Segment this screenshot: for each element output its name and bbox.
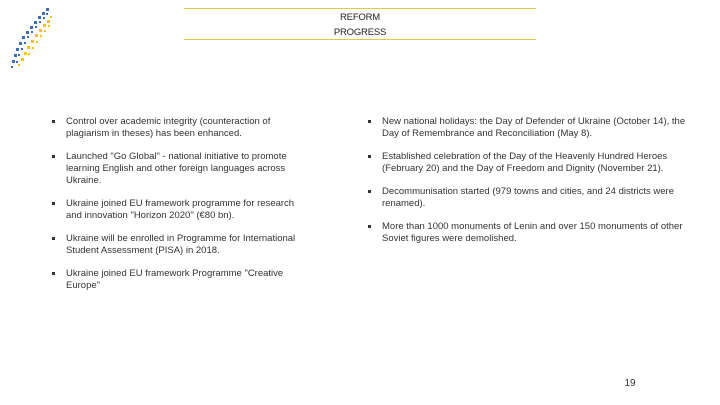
list-item <box>368 151 690 175</box>
list-item <box>368 221 690 245</box>
list-item <box>368 186 690 210</box>
list-item <box>52 116 312 140</box>
logo-icon <box>6 4 54 76</box>
bullet-icon <box>52 202 55 205</box>
bullet-icon <box>368 120 371 123</box>
list-item-text: Control over academic integrity (counteraction of plagiarism in theses) has been enhanced. <box>66 116 271 139</box>
list-item-text: New national holidays: the Day of Defender of Ukraine (October 14), the Day of Remembrance and Reconciliation (May 8). <box>382 116 686 139</box>
bullet-icon <box>368 155 371 158</box>
bullet-icon <box>368 190 371 193</box>
list-item-text: More than 1000 monuments of Lenin and over 150 monuments of other Soviet figures were demolished. <box>382 221 683 244</box>
list-item-text: Ukraine will be enrolled in Programme for International Student Assessment (PISA) in 2018. <box>66 233 296 256</box>
bullet-icon <box>52 272 55 275</box>
list-item <box>52 233 312 257</box>
bullet-icon <box>52 120 55 123</box>
list-item <box>52 151 312 187</box>
title-line-1: REFORM <box>340 12 380 23</box>
slide-title <box>184 8 536 40</box>
left-bullet-list <box>52 116 312 303</box>
list-item <box>52 268 312 292</box>
list-item <box>368 116 690 140</box>
bullet-icon <box>52 237 55 240</box>
list-item <box>52 198 312 222</box>
list-item-text: Established celebration of the Day of the Heavenly Hundred Heroes (February 20) and the Day of Freedom and Dignity (November 21). <box>382 151 668 174</box>
list-item-text: Ukraine joined EU framework Programme "Creative Europe" <box>66 268 284 291</box>
title-line-2: PROGRESS <box>333 27 387 38</box>
bullet-icon <box>52 155 55 158</box>
right-bullet-list <box>368 116 690 256</box>
bullet-icon <box>368 225 371 228</box>
list-item-text: Launched "Go Global" - national initiative to promote learning English and other foreign languages across Ukraine. <box>66 151 287 186</box>
page-number: 19 <box>624 378 636 389</box>
list-item-text: Decommunisation started (979 towns and cities, and 24 districts were renamed). <box>382 186 674 209</box>
list-item-text: Ukraine joined EU framework programme for research and innovation "Horizon 2020" (€80 bn). <box>66 198 295 221</box>
